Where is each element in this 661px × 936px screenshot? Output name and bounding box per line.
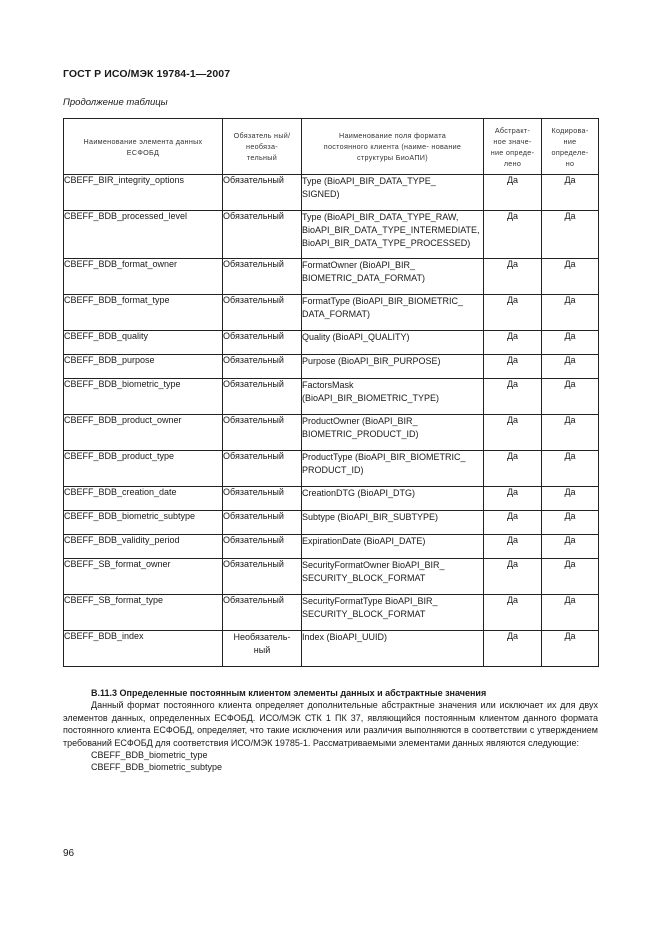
cell-element: CBEFF_SB_format_owner: [64, 559, 223, 595]
cell-field: Type (BioAPI_BIR_DATA_TYPE_RAW, BioAPI_BIR_DATA_TYPE_INTERMEDIATE, BioAPI_BIR_DATA_TYPE_PROCESSED): [302, 211, 484, 259]
cell-field: ExpirationDate (BioAPI_DATE): [302, 535, 484, 559]
cell-encoding: Да: [542, 379, 599, 415]
cell-encoding: Да: [542, 259, 599, 295]
section-list-item: CBEFF_BDB_biometric_subtype: [91, 762, 223, 773]
table-row: [64, 487, 599, 511]
table-row: [64, 379, 599, 415]
cell-status: Обязательный: [223, 559, 302, 595]
cell-element: CBEFF_BIR_integrity_options: [64, 175, 223, 211]
cell-field: Subtype (BioAPI_BIR_SUBTYPE): [302, 511, 484, 535]
cell-abstract: Да: [484, 355, 542, 379]
cell-abstract: Да: [484, 535, 542, 559]
cell-status: Обязательный: [223, 379, 302, 415]
cell-encoding: Да: [542, 487, 599, 511]
data-elements-table: [63, 118, 599, 667]
cell-abstract: Да: [484, 331, 542, 355]
cell-element: CBEFF_BDB_biometric_subtype: [64, 511, 223, 535]
cell-abstract: Да: [484, 259, 542, 295]
cell-field: FactorsMask (BioAPI_BIR_BIOMETRIC_TYPE): [302, 379, 484, 415]
table-continuation-label: Продолжение таблицы: [63, 97, 168, 108]
cell-abstract: Да: [484, 595, 542, 631]
cell-element: CBEFF_BDB_purpose: [64, 355, 223, 379]
cell-encoding: Да: [542, 355, 599, 379]
table-row: [64, 559, 599, 595]
cell-field: Type (BioAPI_BIR_DATA_TYPE_ SIGNED): [302, 175, 484, 211]
cell-status: Обязательный: [223, 175, 302, 211]
cell-field: CreationDTG (BioAPI_DTG): [302, 487, 484, 511]
cell-status: Обязательный: [223, 451, 302, 487]
section-paragraph: Данный формат постоянного клиента определяет дополнительные абстрактные значения или исключает их для двух элементов данных, определенных ЕСФОБД. ИСО/МЭК СТК 1 ПК 37, являющийся постоянным клиентом данного формата постоянного клиента ЕСФОБД, определяет, что такие исключения или различия выполняются в соответствии с утверждением требований ЕСФОБД для соответствия ИСО/МЭК 19785-1. Рассматриваемыми элементами данных являются следующие:: [63, 700, 598, 748]
table-row: [64, 259, 599, 295]
cell-status: Обязательный: [223, 595, 302, 631]
cell-abstract: Да: [484, 511, 542, 535]
cell-status: Обязательный: [223, 415, 302, 451]
cell-field: ProductType (BioAPI_BIR_BIOMETRIC_ PRODUCT_ID): [302, 451, 484, 487]
column-header-status: Обязатель ный/необяза- тельный: [223, 119, 302, 175]
cell-field: Quality (BioAPI_QUALITY): [302, 331, 484, 355]
cell-encoding: Да: [542, 331, 599, 355]
cell-element: CBEFF_BDB_format_type: [64, 295, 223, 331]
column-header-field: Наименование поля формата постоянного клиента (наиме- нование структуры БиоАПИ): [302, 119, 484, 175]
cell-element: CBEFF_BDB_product_type: [64, 451, 223, 487]
page-number: 96: [63, 848, 75, 859]
column-header-element: Наименование элемента данных ЕСФОБД: [64, 119, 223, 175]
cell-encoding: Да: [542, 631, 599, 667]
cell-abstract: Да: [484, 175, 542, 211]
table-row: [64, 175, 599, 211]
table-row: [64, 511, 599, 535]
cell-abstract: Да: [484, 211, 542, 259]
cell-status: Необязатель- ный: [223, 631, 302, 667]
cell-encoding: Да: [542, 511, 599, 535]
cell-status: Обязательный: [223, 295, 302, 331]
cell-field: Index (BioAPI_UUID): [302, 631, 484, 667]
cell-status: Обязательный: [223, 211, 302, 259]
cell-encoding: Да: [542, 415, 599, 451]
cell-status: Обязательный: [223, 487, 302, 511]
table-row: [64, 415, 599, 451]
cell-element: CBEFF_BDB_format_owner: [64, 259, 223, 295]
cell-encoding: Да: [542, 595, 599, 631]
cell-element: CBEFF_BDB_product_owner: [64, 415, 223, 451]
cell-field: FormatType (BioAPI_BIR_BIOMETRIC_ DATA_FORMAT): [302, 295, 484, 331]
section-b-11-3: [63, 687, 598, 774]
cell-element: CBEFF_BDB_processed_level: [64, 211, 223, 259]
cell-abstract: Да: [484, 487, 542, 511]
cell-status: Обязательный: [223, 511, 302, 535]
table-row: [64, 331, 599, 355]
cell-encoding: Да: [542, 211, 599, 259]
section-list-item: CBEFF_BDB_biometric_type: [91, 750, 208, 761]
cell-element: CBEFF_SB_format_type: [64, 595, 223, 631]
cell-abstract: Да: [484, 451, 542, 487]
standard-header: ГОСТ Р ИСО/МЭК 19784-1—2007: [63, 68, 231, 80]
table-row: [64, 631, 599, 667]
cell-abstract: Да: [484, 631, 542, 667]
table-row: [64, 355, 599, 379]
cell-encoding: Да: [542, 535, 599, 559]
cell-field: ProductOwner (BioAPI_BIR_ BIOMETRIC_PRODUCT_ID): [302, 415, 484, 451]
cell-field: SecurityFormatOwner BioAPI_BIR_ SECURITY_BLOCK_FORMAT: [302, 559, 484, 595]
cell-encoding: Да: [542, 451, 599, 487]
cell-element: CBEFF_BDB_quality: [64, 331, 223, 355]
cell-element: CBEFF_BDB_biometric_type: [64, 379, 223, 415]
column-header-encoding: Кодирова- ние определе- но: [542, 119, 599, 175]
cell-status: Обязательный: [223, 259, 302, 295]
table-row: [64, 535, 599, 559]
cell-element: CBEFF_BDB_creation_date: [64, 487, 223, 511]
cell-status: Обязательный: [223, 355, 302, 379]
cell-element: CBEFF_BDB_index: [64, 631, 223, 667]
cell-encoding: Да: [542, 559, 599, 595]
column-header-abstract: Абстракт- ное значе- ние опреде- лено: [484, 119, 542, 175]
cell-abstract: Да: [484, 295, 542, 331]
cell-abstract: Да: [484, 415, 542, 451]
table-row: [64, 211, 599, 259]
table-header-row: [64, 119, 599, 175]
cell-field: SecurityFormatType BioAPI_BIR_ SECURITY_BLOCK_FORMAT: [302, 595, 484, 631]
cell-encoding: Да: [542, 175, 599, 211]
cell-status: Обязательный: [223, 535, 302, 559]
section-title: В.11.3 Определенные постоянным клиентом элементы данных и абстрактные значения: [91, 688, 487, 698]
table-row: [64, 595, 599, 631]
cell-field: FormatOwner (BioAPI_BIR_ BIOMETRIC_DATA_FORMAT): [302, 259, 484, 295]
cell-abstract: Да: [484, 559, 542, 595]
cell-abstract: Да: [484, 379, 542, 415]
table-row: [64, 451, 599, 487]
cell-encoding: Да: [542, 295, 599, 331]
cell-element: CBEFF_BDB_validity_period: [64, 535, 223, 559]
cell-field: Purpose (BioAPI_BIR_PURPOSE): [302, 355, 484, 379]
cell-status: Обязательный: [223, 331, 302, 355]
table-row: [64, 295, 599, 331]
